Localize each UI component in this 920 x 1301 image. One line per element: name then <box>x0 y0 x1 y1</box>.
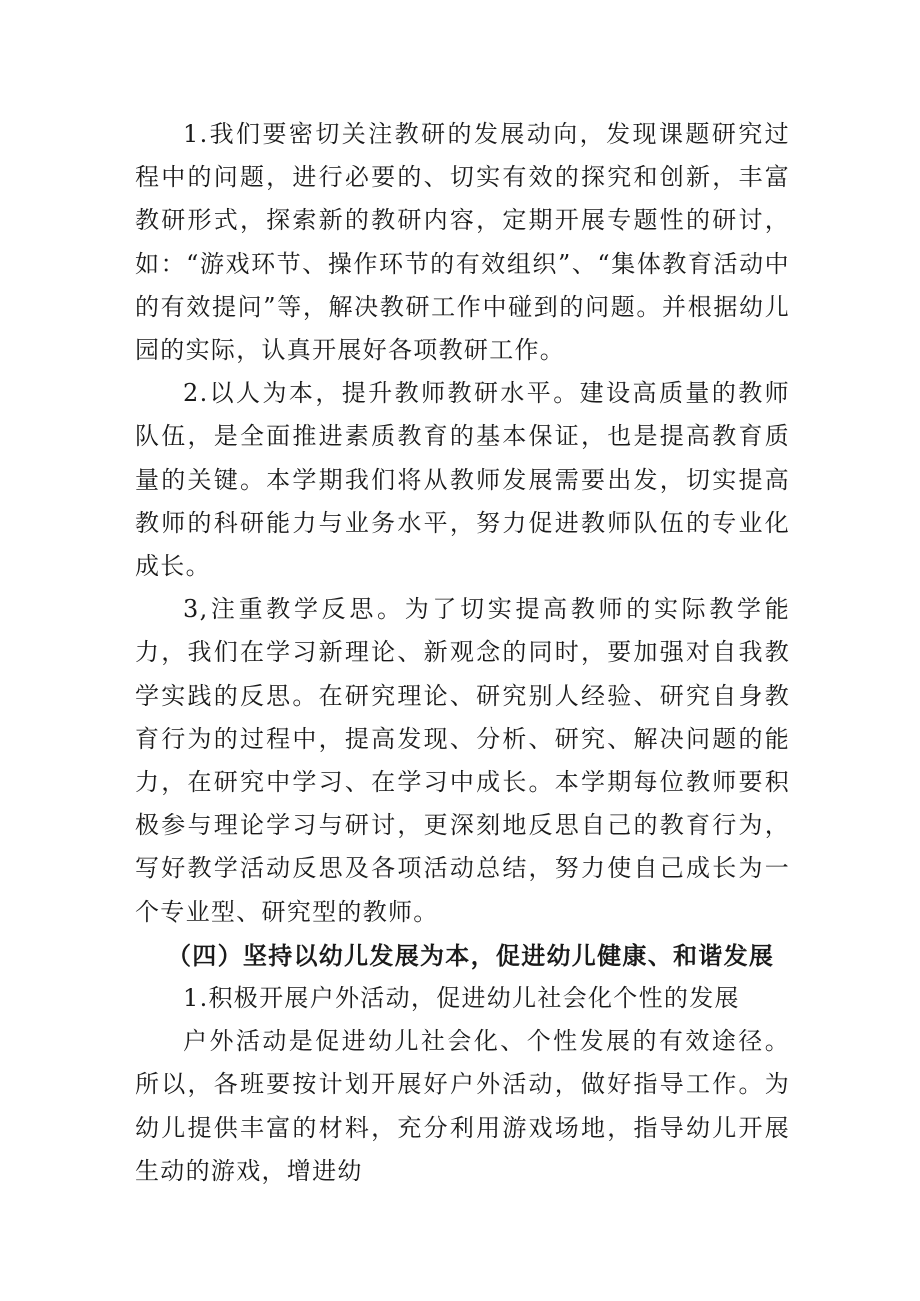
subheading-outdoor-activities: 1.积极开展户外活动，促进幼儿社会化个性的发展 <box>183 984 740 1013</box>
paragraph-teacher-quality: 2.以人为本，提升教师教研水平。建设高质量的教师队伍，是全面推进素质教育的基本保证，也是提高教育质量的关键。本学期我们将从教师发展需要出发，切实提高教师的科研能力与业务水平，努力促进教师队伍的专业化成长。 <box>135 379 790 581</box>
document-body <box>135 113 790 1193</box>
paragraph-outdoor-activities: 户外活动是促进幼儿社会化、个性发展的有效途径。所以，各班要按计划开展好户外活动，做好指导工作。为幼儿提供丰富的材料，充分利用游戏场地，指导幼儿开展生动的游戏，增进幼 <box>135 1027 790 1185</box>
paragraph-research-trends: 1.我们要密切关注教研的发展动向，发现课题研究过程中的问题，进行必要的、切实有效的探究和创新，丰富教研形式，探索新的教研内容，定期开展专题性的研讨，如：“游戏环节、操作环节的有效组织”、“集体教育活动中的有效提问”等，解决教研工作中碰到的问题。并根据幼儿园的实际，认真开展好各项教研工作。 <box>135 120 790 365</box>
section-heading: （四）坚持以幼儿发展为本，促进幼儿健康、和谐发展 <box>167 940 775 970</box>
paragraph-teaching-reflection: 3,注重教学反思。为了切实提高教师的实际教学能力，我们在学习新理论、新观念的同时，要加强对自我教学实践的反思。在研究理论、研究别人经验、研究自身教育行为的过程中，提高发现、分析、研究、解决问题的能力，在研究中学习、在学习中成长。本学期每位教师要积极参与理论学习与研讨，更深刻地反思自己的教育行为，写好教学活动反思及各项活动总结，努力使自己成长为一个专业型、研究型的教师。 <box>135 595 790 926</box>
